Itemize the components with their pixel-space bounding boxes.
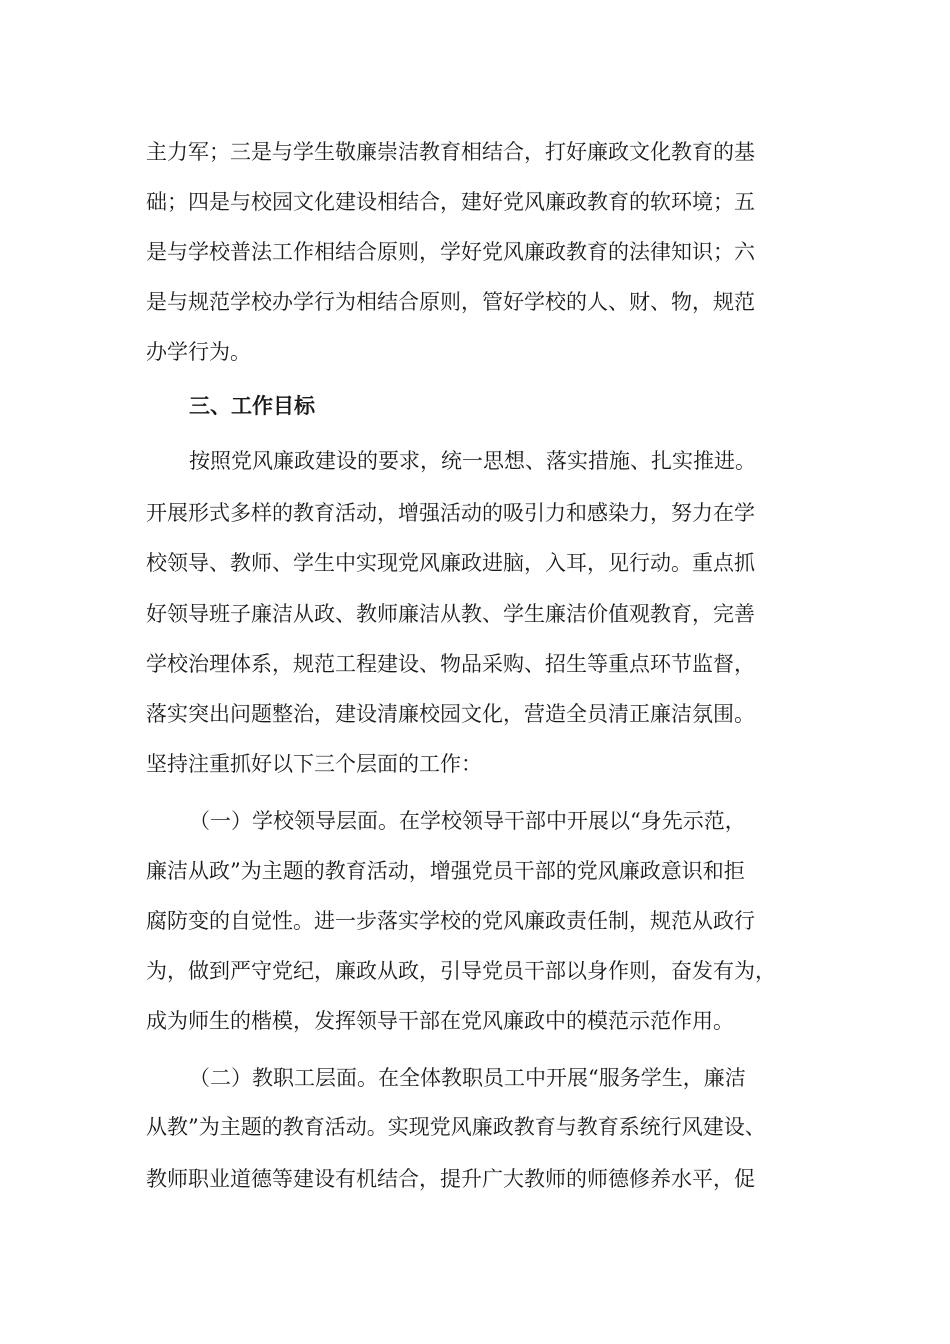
text-line [0, 901, 950, 941]
text-line [0, 441, 950, 481]
text-line [0, 493, 950, 533]
text-line [0, 232, 950, 272]
text-line [0, 543, 950, 583]
text-line [0, 694, 950, 734]
line-text: 按照党风廉政建设的要求，统一思想、落实措施、扎实推进。 [189, 449, 756, 473]
line-text: 廉洁从政”为主题的教育活动，增强党员干部的党风廉政意识和拒 [146, 859, 745, 883]
line-text: 从教”为主题的教育活动。实现党风廉政教育与教育系统行风建设、 [146, 1115, 766, 1139]
section-heading [0, 386, 950, 426]
line-text: 腐防变的自觉性。进一步落实学校的党风廉政责任制，规范从政行 [146, 909, 755, 933]
text-line [0, 282, 950, 322]
line-text: （一）学校领导层面。在学校领导干部中开展以“身先示范， [189, 809, 746, 833]
line-text: 础；四是与校园文化建设相结合，建好党风廉政教育的软环境；五 [146, 190, 755, 214]
text-line [0, 644, 950, 684]
line-text: 为，做到严守党纪，廉政从政，引导党员干部以身作则，奋发有为， [146, 959, 776, 983]
line-text: 开展形式多样的教育活动，增强活动的吸引力和感染力，努力在学 [146, 501, 755, 525]
text-line [0, 182, 950, 222]
text-line [0, 744, 950, 784]
line-text: 教师职业道德等建设有机结合，提升广大教师的师德修养水平，促 [146, 1167, 755, 1191]
line-text: 学校治理体系，规范工程建设、物品采购、招生等重点环节监督， [146, 652, 755, 676]
line-text: （二）教职工层面。在全体教职员工中开展“服务学生，廉洁 [189, 1066, 746, 1090]
text-line [0, 594, 950, 634]
line-text: 是与学校普法工作相结合原则，学好党风廉政教育的法律知识；六 [146, 240, 755, 264]
text-line [0, 332, 950, 372]
heading-text: 三、工作目标 [189, 393, 315, 418]
text-line [0, 1159, 950, 1199]
text-line [0, 801, 950, 841]
line-text: 办学行为。 [146, 340, 251, 364]
text-line [0, 1058, 950, 1098]
line-text: 主力军；三是与学生敬廉崇洁教育相结合，打好廉政文化教育的基 [146, 140, 755, 164]
line-text: 成为师生的楷模，发挥领导干部在党风廉政中的模范示范作用。 [146, 1009, 734, 1033]
text-line [0, 1001, 950, 1041]
line-text: 是与规范学校办学行为相结合原则，管好学校的人、财、物，规范 [146, 290, 755, 314]
text-line [0, 951, 950, 991]
text-line [0, 132, 950, 172]
line-text: 校领导、教师、学生中实现党风廉政进脑，入耳，见行动。重点抓 [146, 551, 755, 575]
line-text: 好领导班子廉洁从政、教师廉洁从教、学生廉洁价值观教育，完善 [146, 602, 755, 626]
line-text: 坚持注重抓好以下三个层面的工作： [146, 752, 482, 776]
line-text: 落实突出问题整治，建设清廉校园文化，营造全员清正廉洁氛围。 [146, 702, 755, 726]
text-line [0, 851, 950, 891]
text-line [0, 1107, 950, 1147]
